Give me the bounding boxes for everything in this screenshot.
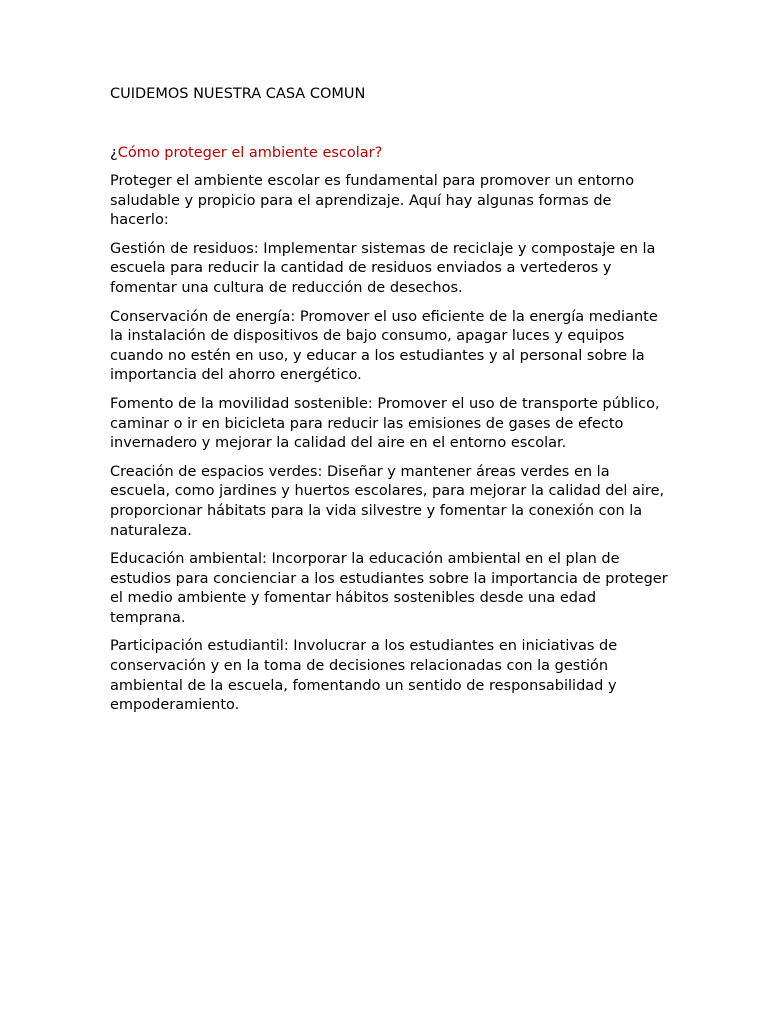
- paragraph-green-spaces: Creación de espacios verdes: Diseñar y mantener áreas verdes en la escuela, como jardines y huertos escolares, para mejorar la calidad del aire, proporcionar hábitats para la vida silvestre y fomentar la conexión con la naturaleza.: [110, 463, 665, 539]
- heading-question-mark: ¿: [110, 145, 118, 161]
- paragraph-student-participation: Participación estudiantil: Involucrar a los estudiantes en iniciativas de conservación y en la toma de decisiones relacionadas con la gestión ambiental de la escuela, fomentando un sentido de responsabilidad y empoderamiento.: [110, 638, 618, 714]
- document-body: [110, 172, 670, 725]
- paragraph-intro: Proteger el ambiente escolar es fundamental para promover un entorno saludable y propicio para el aprendizaje. Aquí hay algunas formas de hacerlo:: [110, 173, 635, 229]
- paragraph-energy-conservation: Conservación de energía: Promover el uso eficiente de la energía mediante la instalación de dispositivos de bajo consumo, apagar luces y equipos cuando no estén en uso, y educar a los estudiantes y al personal sobre la importancia del ahorro energético.: [110, 308, 658, 384]
- paragraph-sustainable-mobility: Fomento de la movilidad sostenible: Promover el uso de transporte público, caminar o ir en bicicleta para reducir las emisiones de gases de efecto invernadero y mejorar la calidad del aire en el entorno escolar.: [110, 395, 660, 452]
- document-title: CUIDEMOS NUESTRA CASA COMUN: [110, 86, 366, 102]
- paragraph-waste-management: Gestión de residuos: Implementar sistemas de reciclaje y compostaje en la escuela para reducir la cantidad de residuos enviados a vertederos y fomentar una cultura de reducción de desechos.: [110, 240, 656, 296]
- paragraph-environmental-education: Educación ambiental: Incorporar la educación ambiental en el plan de estudios para concienciar a los estudiantes sobre la importancia de proteger el medio ambiente y fomentar hábitos sostenibles desde una edad temprana.: [110, 551, 668, 626]
- section-heading: [110, 143, 382, 163]
- heading-text: Cómo proteger el ambiente escolar?: [117, 145, 383, 161]
